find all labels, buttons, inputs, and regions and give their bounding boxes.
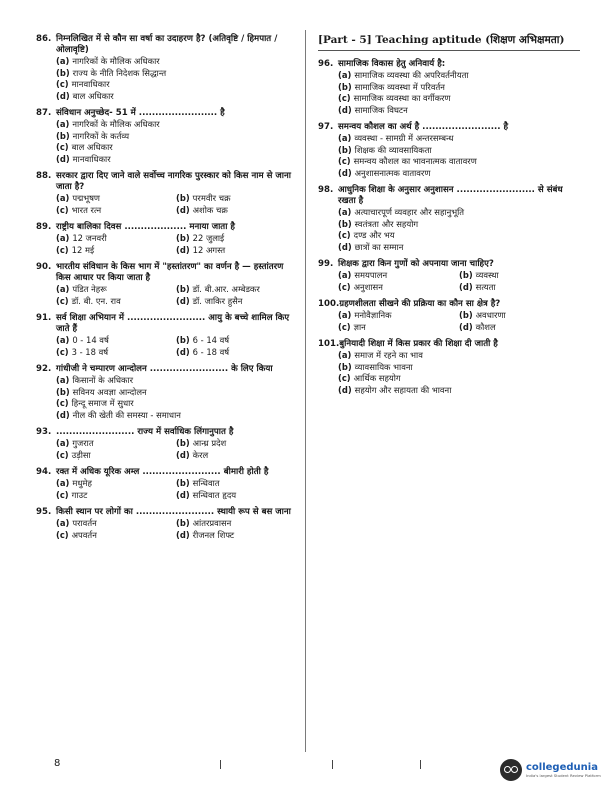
answer-option xyxy=(56,91,296,103)
option-text: अशोक चक्र xyxy=(192,204,228,215)
option-text: डॉ. जाकिर हुसैन xyxy=(192,295,243,306)
option-text: 0 - 14 वर्ष xyxy=(72,335,109,345)
answer-option xyxy=(56,335,176,347)
question-99 xyxy=(318,259,580,293)
question-text: ग्रहणशीलता सीखने की प्रक्रिया का कौन सा क्षेत्र है? xyxy=(339,299,501,309)
option-label: (b) xyxy=(459,270,473,280)
option-label: (a) xyxy=(56,284,70,294)
question-87 xyxy=(36,108,296,165)
option-label: (a) xyxy=(338,310,352,320)
option-text: व्यवस्था - सामग्री में अन्तरसम्बन्ध xyxy=(354,133,454,143)
option-row xyxy=(56,450,296,462)
answer-option xyxy=(176,478,296,490)
option-text: 3 - 18 वर्ष xyxy=(71,346,109,357)
option-text: ज्ञान xyxy=(353,321,366,332)
option-text: सामाजिक व्यवस्था में परिवर्तन xyxy=(354,81,445,92)
question-number: 101. xyxy=(318,339,340,349)
answer-option xyxy=(338,350,580,362)
option-row xyxy=(56,193,296,205)
question-number: 96. xyxy=(318,59,334,69)
option-text: पद्मभूषण xyxy=(72,193,100,203)
question-number: 99. xyxy=(318,259,334,269)
option-row xyxy=(56,245,296,257)
question-93 xyxy=(36,427,296,461)
option-label: (b) xyxy=(338,361,352,372)
option-label: (d) xyxy=(56,409,70,420)
question-number: 97. xyxy=(318,122,334,132)
answer-option xyxy=(56,438,176,450)
option-label: (b) xyxy=(338,144,352,155)
option-label: (b) xyxy=(338,218,352,229)
answer-option xyxy=(56,478,176,490)
option-label: (c) xyxy=(56,398,69,408)
option-text: डॉ. बी. एन. राव xyxy=(71,295,121,306)
option-label: (c) xyxy=(338,321,351,332)
option-text: सामाजिक व्यवस्था की अपरिवर्तनीयता xyxy=(354,70,469,80)
option-list xyxy=(338,270,580,293)
option-label: (b) xyxy=(176,284,190,294)
option-text: डॉ. बी.आर. अम्बेडकर xyxy=(192,284,260,294)
question-number: 98. xyxy=(318,185,334,195)
option-row xyxy=(338,282,580,294)
answer-option xyxy=(56,245,176,257)
option-row xyxy=(56,284,296,296)
option-text: 6 - 18 वर्ष xyxy=(192,346,230,357)
option-label: (d) xyxy=(56,153,70,164)
option-list xyxy=(338,310,580,333)
option-label: (c) xyxy=(56,244,69,255)
option-text: सन्धिवात xyxy=(192,478,220,488)
question-text: राष्ट्रीय बालिका दिवस ................... मनाया जाता है xyxy=(56,222,235,232)
option-label: (d) xyxy=(338,241,352,252)
question-number: 86. xyxy=(36,34,52,44)
option-row xyxy=(56,233,296,245)
question-text: सामाजिक विकास हेतु अनिवार्य है: xyxy=(338,59,446,69)
option-row xyxy=(56,335,296,347)
option-label: (a) xyxy=(338,70,352,80)
option-row xyxy=(56,478,296,490)
answer-option xyxy=(459,282,580,294)
answer-option xyxy=(176,530,296,542)
section-heading: [Part - 5] Teaching aptitude (शिक्षण अभिक्षमता) xyxy=(318,34,565,46)
answer-option xyxy=(56,79,296,91)
option-label: (b) xyxy=(176,478,190,488)
answer-option xyxy=(56,410,296,422)
question-number: 91. xyxy=(36,313,52,323)
option-label: (d) xyxy=(176,204,190,215)
answer-option xyxy=(338,270,459,282)
answer-option xyxy=(176,438,296,450)
section-rule xyxy=(318,50,580,51)
option-label: (c) xyxy=(338,281,351,292)
option-row xyxy=(338,310,580,322)
question-text: सर्व शिक्षा अभियान में ........................ आयु के बच्चे शामिल किए जाते हैं xyxy=(56,313,290,334)
answer-option xyxy=(56,490,176,502)
option-list xyxy=(338,350,580,396)
option-text: अपवर्तन xyxy=(71,529,97,540)
option-label: (d) xyxy=(176,346,190,357)
question-text: भारतीय संविधान के किस भाग में "हस्तांतरण" का वर्णन है — हस्तांतरण किस आधार पर किया जाता है xyxy=(56,262,284,283)
option-text: उड़ीसा xyxy=(71,449,91,460)
answer-option xyxy=(56,154,296,166)
option-text: आंतरप्रवासन xyxy=(192,518,232,528)
option-text: हिन्दू समाज में सुधार xyxy=(71,398,134,408)
option-label: (d) xyxy=(176,449,190,460)
option-label: (d) xyxy=(176,244,190,255)
option-text: छात्रों का सम्मान xyxy=(354,241,404,252)
option-list xyxy=(338,207,580,253)
answer-option xyxy=(176,335,296,347)
question-101 xyxy=(318,339,580,396)
option-label: (c) xyxy=(338,373,351,383)
option-label: (a) xyxy=(56,119,70,129)
option-text: परावर्तन xyxy=(72,518,97,528)
option-label: (b) xyxy=(56,386,70,397)
option-label: (b) xyxy=(176,438,190,448)
option-text: व्यवस्था xyxy=(475,270,499,280)
question-text: ........................ राज्य में सर्वाधिक लिंगानुपात है xyxy=(56,427,234,437)
answer-option xyxy=(56,398,296,410)
option-label: (c) xyxy=(338,156,351,166)
option-label: (c) xyxy=(56,489,69,500)
question-text: बुनियादी शिक्षा में किस प्रकार की शिक्षा दी जाती है xyxy=(339,339,498,349)
footer-tick xyxy=(420,760,421,769)
answer-option xyxy=(176,490,296,502)
option-label: (a) xyxy=(338,207,352,217)
page-number: 8 xyxy=(54,758,61,769)
answer-option xyxy=(56,142,296,154)
question-number: 100. xyxy=(318,299,340,309)
answer-option xyxy=(338,105,580,117)
question-94 xyxy=(36,467,296,501)
option-text: 6 - 14 वर्ष xyxy=(192,335,230,345)
option-label: (b) xyxy=(176,518,190,528)
option-text: सत्यता xyxy=(475,281,496,292)
question-number: 90. xyxy=(36,262,52,272)
option-list xyxy=(56,233,296,256)
option-text: सामाजिक व्यवस्था का वर्गीकरण xyxy=(353,93,451,103)
option-row xyxy=(56,518,296,530)
answer-option xyxy=(56,296,176,308)
option-text: समन्वय कौशल का भावनात्मक वातावरण xyxy=(353,156,477,166)
question-text: आधुनिक शिक्षा के अनुसार अनुशासन ........................ से संबंध रखता है xyxy=(338,185,563,206)
answer-option xyxy=(56,347,176,359)
option-text: कौशल xyxy=(475,321,496,332)
footer-tick xyxy=(220,760,221,769)
option-label: (b) xyxy=(56,130,70,141)
option-label: (a) xyxy=(338,133,352,143)
left-column xyxy=(36,34,296,547)
answer-option xyxy=(56,450,176,462)
answer-option xyxy=(338,310,459,322)
option-label: (a) xyxy=(56,478,70,488)
question-91 xyxy=(36,313,296,358)
answer-option xyxy=(459,310,580,322)
option-text: राज्य के नीति निदेशक सिद्धान्त xyxy=(72,67,167,78)
option-label: (c) xyxy=(56,346,69,357)
option-text: सामाजिक विघटन xyxy=(354,104,408,115)
right-column xyxy=(318,34,580,402)
option-label: (c) xyxy=(56,449,69,460)
option-label: (c) xyxy=(56,142,69,152)
option-text: सविनय अवज्ञा आन्दोलन xyxy=(72,386,147,397)
option-label: (d) xyxy=(56,90,70,101)
answer-option xyxy=(56,375,296,387)
option-list xyxy=(56,119,296,165)
option-list xyxy=(338,70,580,116)
answer-option xyxy=(338,93,580,105)
question-number: 93. xyxy=(36,427,52,437)
option-label: (d) xyxy=(459,321,473,332)
question-96 xyxy=(318,59,580,116)
answer-option xyxy=(338,145,580,157)
column-divider xyxy=(305,30,306,752)
option-text: बाल अधिकार xyxy=(71,142,113,152)
option-text: 12 जनवरी xyxy=(72,233,107,243)
option-text: नील की खेती की समस्या - समाधान xyxy=(72,409,181,420)
question-88 xyxy=(36,171,296,216)
option-row xyxy=(56,205,296,217)
option-text: आर्थिक सहयोग xyxy=(353,373,401,383)
option-list xyxy=(56,56,296,102)
question-86 xyxy=(36,34,296,102)
question-text: सरकार द्वारा दिए जाने वाले सर्वोच्च नागरिक पुरस्कार को किस नाम से जाना जाता है? xyxy=(56,171,291,192)
option-label: (c) xyxy=(56,79,69,89)
answer-option xyxy=(176,245,296,257)
option-label: (c) xyxy=(56,204,69,215)
answer-option xyxy=(459,322,580,334)
option-text: मनोवैज्ञानिक xyxy=(354,310,392,320)
option-label: (a) xyxy=(338,350,352,360)
answer-option xyxy=(338,82,580,94)
answer-option xyxy=(56,131,296,143)
answer-option xyxy=(176,347,296,359)
question-89 xyxy=(36,222,296,256)
answer-option xyxy=(338,362,580,374)
option-label: (a) xyxy=(338,270,352,280)
option-label: (a) xyxy=(56,56,70,66)
answer-option xyxy=(56,530,176,542)
option-text: सहयोग और सहायता की भावना xyxy=(354,384,452,395)
option-label: (d) xyxy=(176,489,190,500)
answer-option xyxy=(56,284,176,296)
answer-option xyxy=(176,233,296,245)
option-text: समाज में रहने का भाव xyxy=(354,350,423,360)
option-text: गुजरात xyxy=(72,438,94,448)
option-label: (c) xyxy=(338,93,351,103)
answer-option xyxy=(56,68,296,80)
option-text: अत्याचारपूर्ण व्यवहार और सहानुभूति xyxy=(354,207,465,217)
option-label: (b) xyxy=(338,81,352,92)
option-text: 12 अगस्त xyxy=(192,244,226,255)
option-text: गाउट xyxy=(71,489,88,500)
option-list xyxy=(56,375,296,421)
option-text: शिक्षक की व्यावसायिकता xyxy=(354,144,432,155)
option-list xyxy=(56,193,296,216)
option-label: (b) xyxy=(176,193,190,203)
logo-tagline: India's largest Student Review Platform xyxy=(526,773,601,778)
option-row xyxy=(338,270,580,282)
option-row xyxy=(56,530,296,542)
answer-option xyxy=(176,296,296,308)
question-text: रक्त में अधिक यूरिक अम्ल ........................ बीमारी होती है xyxy=(56,467,269,477)
option-text: नागरिकों के कर्तव्य xyxy=(72,130,130,141)
option-list xyxy=(56,335,296,358)
answer-option xyxy=(56,233,176,245)
answer-option xyxy=(338,70,580,82)
option-row xyxy=(56,490,296,502)
question-number: 88. xyxy=(36,171,52,181)
option-label: (a) xyxy=(56,438,70,448)
option-row xyxy=(56,296,296,308)
option-row xyxy=(338,322,580,334)
option-label: (d) xyxy=(338,384,352,395)
option-row xyxy=(56,347,296,359)
option-text: भारत रत्न xyxy=(71,204,102,215)
answer-option xyxy=(338,242,580,254)
option-text: केरल xyxy=(192,449,209,460)
option-text: परमवीर चक्र xyxy=(192,193,231,203)
question-text: निम्नलिखित में से कौन सा वर्षा का उदाहरण है? (अतिवृष्टि / हिमपात / ओलावृष्टि) xyxy=(56,34,278,55)
option-label: (d) xyxy=(176,295,190,306)
option-label: (a) xyxy=(56,518,70,528)
question-97 xyxy=(318,122,580,179)
option-label: (d) xyxy=(459,281,473,292)
option-text: नागरिकों के मौलिक अधिकार xyxy=(72,119,160,129)
question-92 xyxy=(36,364,296,421)
answer-option xyxy=(56,56,296,68)
option-text: सन्धिवात हृदय xyxy=(192,489,237,500)
option-list xyxy=(338,133,580,179)
question-number: 94. xyxy=(36,467,52,477)
option-text: बाल अधिकार xyxy=(72,90,114,101)
option-label: (c) xyxy=(56,295,69,306)
question-number: 87. xyxy=(36,108,52,118)
option-text: मानवाधिकार xyxy=(71,79,110,89)
question-text: शिक्षक द्वारा किन गुणों को अपनाया जाना चाहिए? xyxy=(338,259,494,269)
question-text: किसी स्थान पर लोगों का ........................ स्थायी रूप से बस जाना xyxy=(56,507,291,517)
option-text: आन्ध्र प्रदेश xyxy=(192,438,227,448)
question-text: गांधीजी ने चम्पारण आन्दोलन ........................ के लिए किया xyxy=(56,364,273,374)
option-text: रीजनल शिफ्ट xyxy=(192,529,235,540)
answer-option xyxy=(338,385,580,397)
option-text: समयपालन xyxy=(354,270,388,280)
answer-option xyxy=(56,119,296,131)
answer-option xyxy=(459,270,580,282)
answer-option xyxy=(338,207,580,219)
option-list xyxy=(56,438,296,461)
option-label: (a) xyxy=(56,335,70,345)
answer-option xyxy=(56,193,176,205)
logo-name: collegedunia xyxy=(526,762,598,773)
option-label: (b) xyxy=(459,310,473,320)
option-label: (c) xyxy=(56,529,69,540)
answer-option xyxy=(56,387,296,399)
option-text: अवधारणा xyxy=(475,310,506,320)
answer-option xyxy=(338,282,459,294)
option-list xyxy=(56,478,296,501)
option-text: मानवाधिकार xyxy=(72,153,111,164)
option-label: (b) xyxy=(56,67,70,78)
option-text: स्वतंत्रता और सहयोग xyxy=(354,218,419,229)
option-label: (a) xyxy=(56,233,70,243)
option-text: अनुशासन xyxy=(353,281,383,292)
answer-option xyxy=(56,518,176,530)
answer-option xyxy=(338,156,580,168)
footer-tick xyxy=(332,760,333,769)
answer-option xyxy=(338,322,459,334)
option-label: (a) xyxy=(56,375,70,385)
option-label: (d) xyxy=(338,104,352,115)
option-text: व्यावसायिक भावना xyxy=(354,361,413,372)
option-text: दण्ड और भय xyxy=(353,230,395,240)
option-text: 12 मई xyxy=(71,244,95,255)
answer-option xyxy=(176,205,296,217)
answer-option xyxy=(176,518,296,530)
logo-face-icon xyxy=(500,759,522,781)
option-label: (b) xyxy=(176,335,190,345)
question-90 xyxy=(36,262,296,307)
option-label: (a) xyxy=(56,193,70,203)
option-label: (d) xyxy=(176,529,190,540)
question-98 xyxy=(318,185,580,253)
question-text: समन्वय कौशल का अर्थ है ........................ है xyxy=(338,122,509,132)
answer-option xyxy=(56,205,176,217)
answer-option xyxy=(176,193,296,205)
collegedunia-logo xyxy=(500,756,608,784)
question-text: संविधान अनुच्छेद- 51 में ........................ है xyxy=(56,108,225,118)
option-text: किसानों के अधिकार xyxy=(72,375,134,385)
answer-option xyxy=(338,168,580,180)
option-text: मधुमेह xyxy=(72,478,92,488)
page-footer xyxy=(0,756,612,786)
option-text: पंडित नेहरू xyxy=(72,284,107,294)
option-list xyxy=(56,284,296,307)
answer-option xyxy=(338,230,580,242)
answer-option xyxy=(338,373,580,385)
answer-option xyxy=(338,219,580,231)
answer-option xyxy=(176,450,296,462)
option-text: 22 जुलाई xyxy=(192,233,225,243)
question-number: 89. xyxy=(36,222,52,232)
question-95 xyxy=(36,507,296,541)
option-text: अनुशासनात्मक वातावरण xyxy=(354,167,431,178)
option-list xyxy=(56,518,296,541)
right-question-list xyxy=(318,59,580,396)
question-number: 95. xyxy=(36,507,52,517)
option-label: (b) xyxy=(176,233,190,243)
question-100 xyxy=(318,299,580,333)
answer-option xyxy=(338,133,580,145)
option-text: नागरिकों के मौलिक अधिकार xyxy=(72,56,160,66)
option-label: (d) xyxy=(338,167,352,178)
option-row xyxy=(56,438,296,450)
option-label: (c) xyxy=(338,230,351,240)
question-number: 92. xyxy=(36,364,52,374)
answer-option xyxy=(176,284,296,296)
